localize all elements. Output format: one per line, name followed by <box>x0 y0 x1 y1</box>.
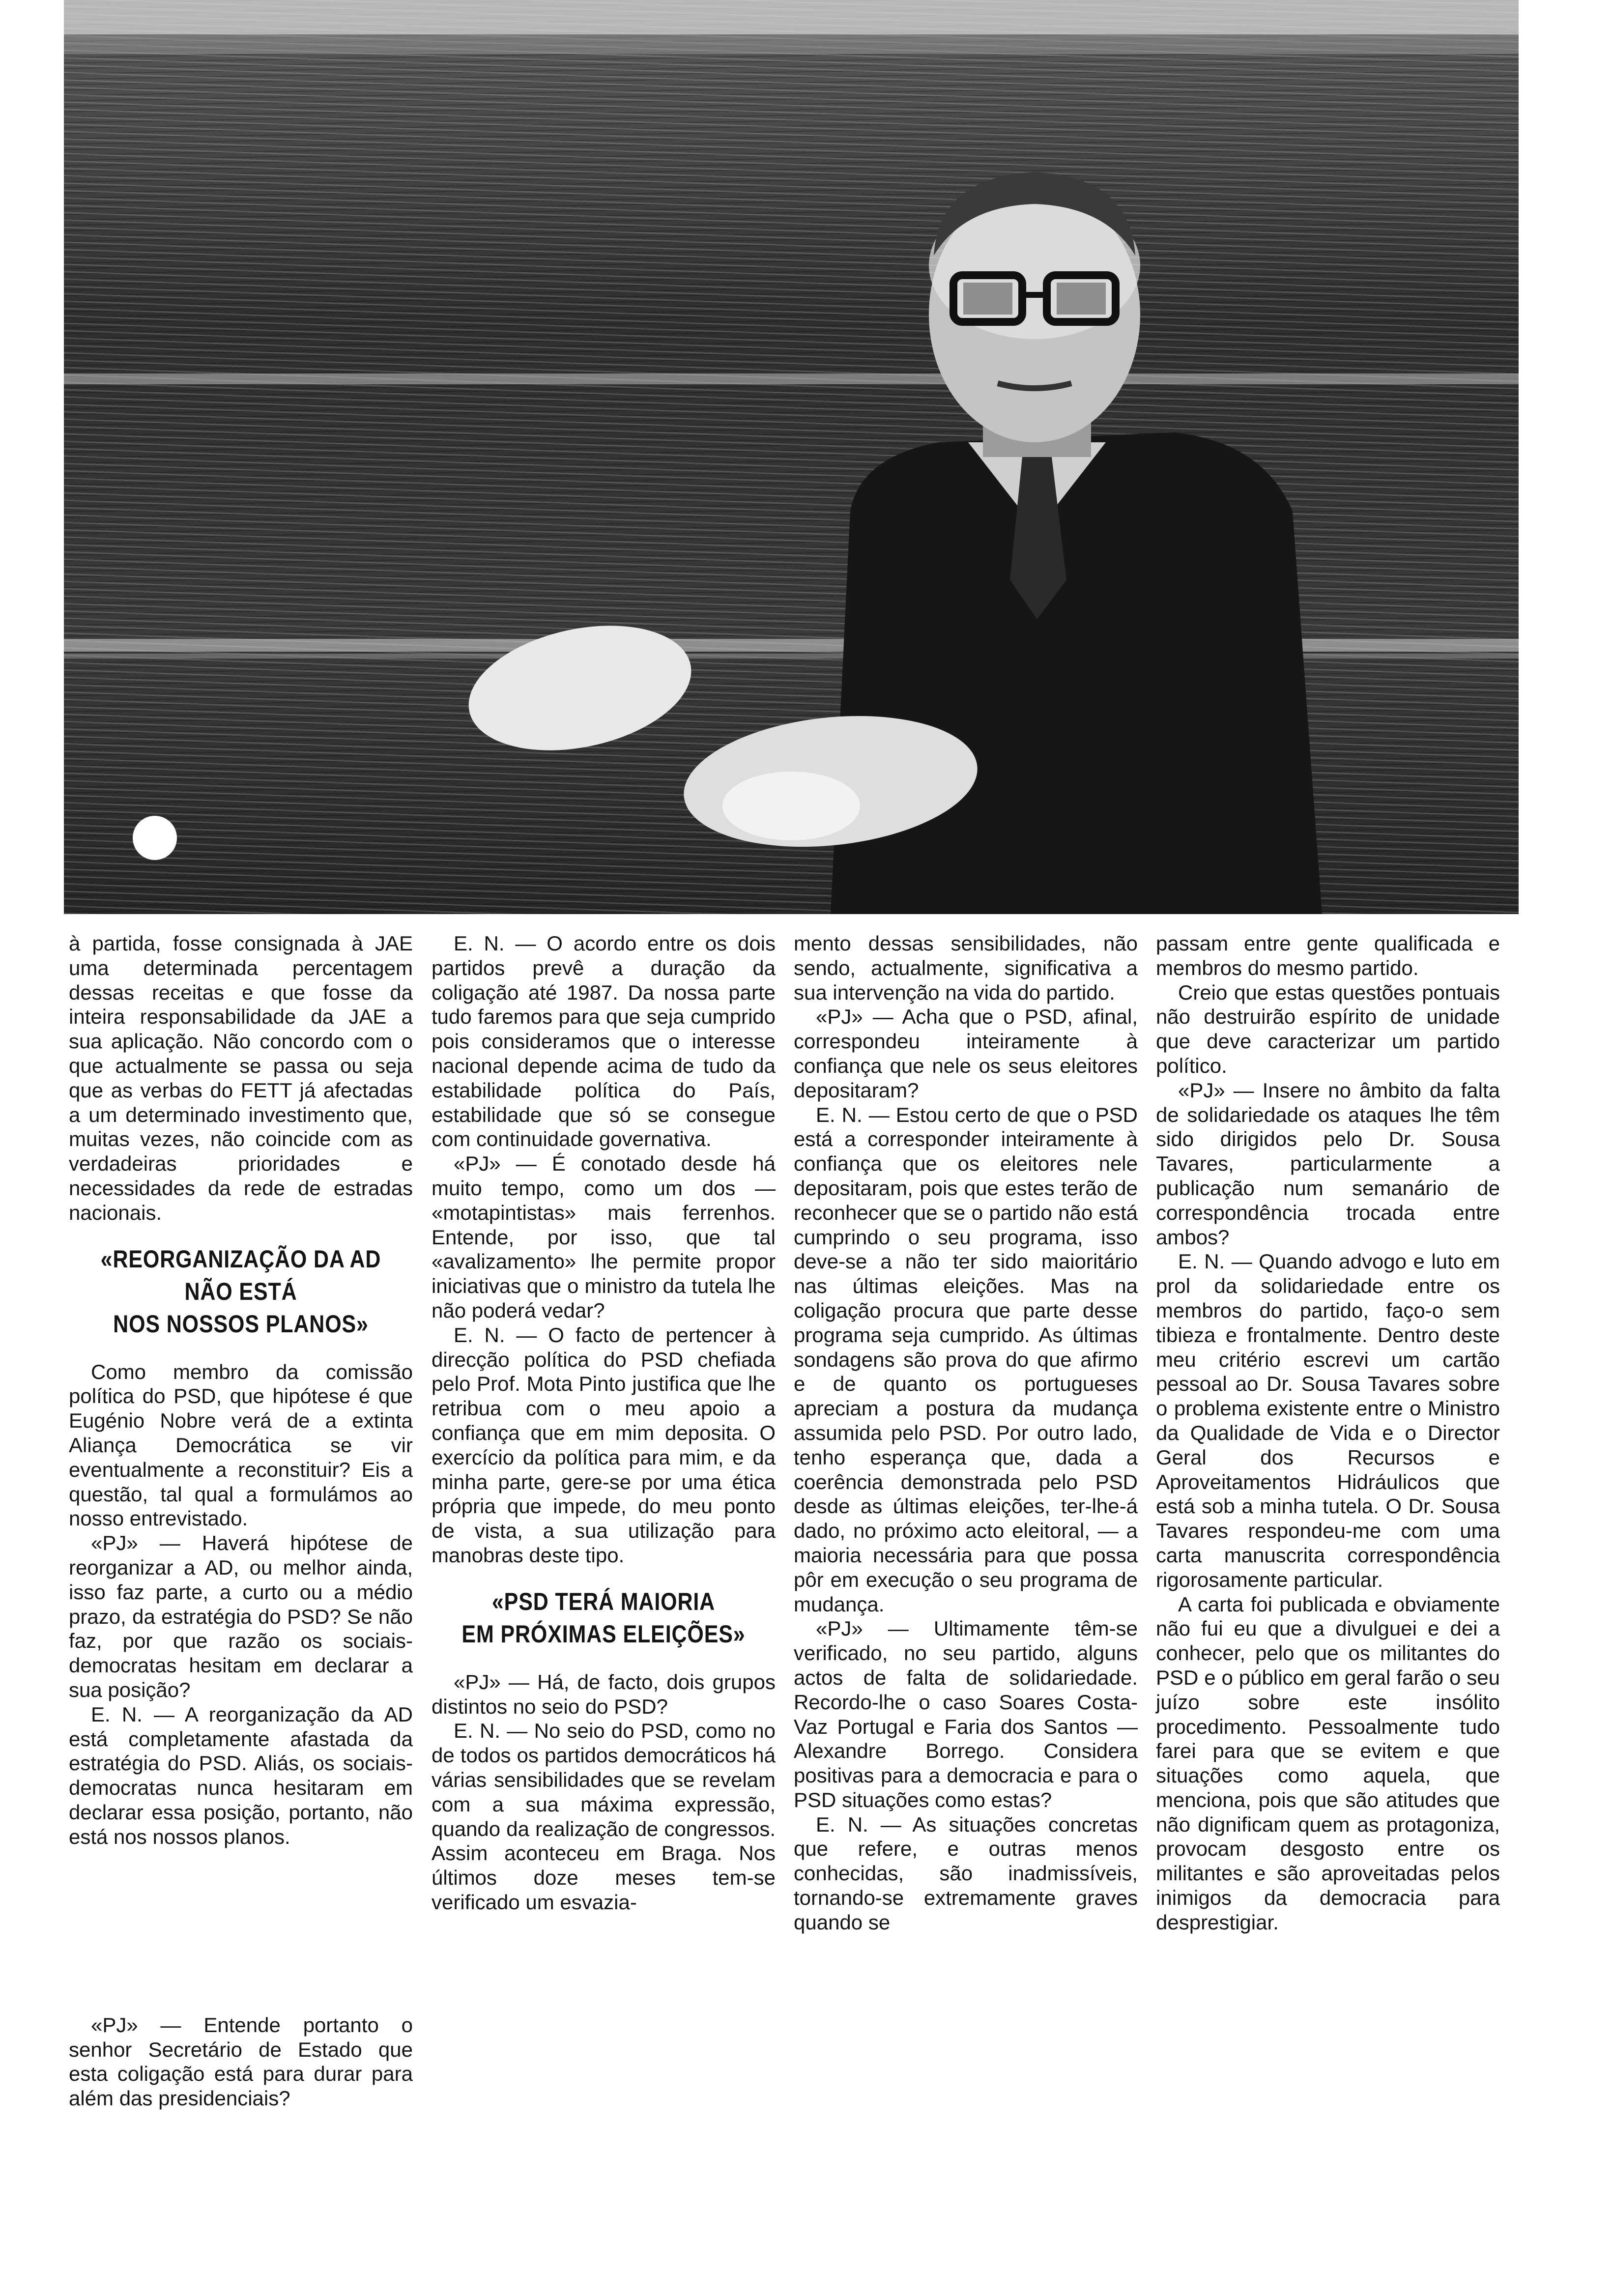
section-heading-1: «REORGANIZAÇÃO DA AD NÃO ESTÁ NOS NOSSOS PLANOS» <box>100 1245 381 1338</box>
paragraph: E. N. — O facto de pertencer à direcção política do PSD chefiada pelo Prof. Mota Pinto justifica que lhe retribua com o meu apoio a confiança que em mim deposita. O exercício da política para mim, e da minha parte, gere-se por uma ética própria que impede, do meu ponto de vista, a sua utilização para manobras deste tipo. <box>432 1323 776 1567</box>
paragraph: E. N. — No seio do PSD, como no de todos os partidos democráticos há várias sensibilidades que se revelam com a sua máxima expressão, quando da realização de congressos. Assim aconteceu em Braga. Nos últimos doze meses tem-se verificado um esvazia- <box>432 1719 776 1914</box>
paragraph: E. N. — O acordo entre os dois partidos prevê a duração da coligação até 1987. Da nossa parte tudo faremos para que seja cumprido pois consideramos que o interesse nacional depende acima de tudo da estabilidade política do País, estabilidade que só se consegue com continuidade governativa. <box>432 932 776 1151</box>
paragraph: E. N. — Estou certo de que o PSD está a corresponder inteiramente à confiança que os eleitores nele depositaram, pois que estes terão de reconhecer que se o partido não está cumprindo o seu programa, isso deve-se a não ter sido maioritário nas últimas eleições. Mas na coligação procura que parte desse programa seja cumprido. As últimas sondagens são prova do que afirmo e de quanto os portugueses apreciam a postura da mudança assumida pelo PSD. Por outro lado, tenho esperança que, dada a coerência demonstrada pelo PSD desde as últimas eleições, ter-lhe-á dado, no próximo acto eleitoral, — a maioria necessária para que possa pôr em execução o seu programa de mudança. <box>794 1103 1138 1616</box>
photo-portrait <box>64 0 1519 914</box>
paragraph: «PJ» — Insere no âmbito da falta de solidariedade os ataques lhe têm sido dirigidos pelo Dr. Sousa Tavares, particularmente a publicação num semanário de correspondência trocada entre ambos? <box>1156 1078 1500 1249</box>
section-heading-2: «PSD TERÁ MAIORIA EM PRÓXIMAS ELEIÇÕES» <box>461 1587 746 1648</box>
article-column-2 <box>432 931 776 2160</box>
paragraph: «PJ» — Ultimamente têm-se verificado, no seu partido, alguns actos de falta de solidariedade. Recordo-lhe o caso Soares Costa-Vaz Portugal e Faria dos Santos — Alexandre Borrego. Considera positivas para a democracia e para o PSD situações como estas? <box>794 1617 1138 1811</box>
paragraph: E. N. — A reorganização da AD está completamente afastada da estratégia do PSD. Aliás, os sociais-democratas nunca hesitaram em declarar essa posição, portanto, não está nos nossos planos. <box>69 1702 413 1848</box>
paragraph: Como membro da comissão política do PSD, que hipótese é que Eugénio Nobre verá de a extinta Aliança Democrática se vir eventualmente a reconstituir? Eis a questão, tal qual a formulámos ao nosso entrevistado. <box>69 1360 413 1530</box>
article-column-1 <box>69 931 413 2111</box>
paragraph: «PJ» — Entende portanto o senhor Secretário de Estado que esta coligação está para durar para além das presidenciais? <box>69 2013 413 2110</box>
portrait-figure <box>64 0 1519 914</box>
article-column-4 <box>1156 931 1500 2160</box>
paragraph: passam entre gente qualificada e membros do mesmo partido. <box>1156 932 1500 979</box>
paragraph: mento dessas sensibilidades, não sendo, actualmente, significativa a sua intervenção na vida do partido. <box>794 932 1138 1004</box>
paragraph: «PJ» — É conotado desde há muito tempo, como um dos — «motapintistas» mais ferrenhos. Entende, por isso, que tal «avalizamento» lhe permite propor iniciativas que o ministro da tutela lhe não poderá vedar? <box>432 1152 776 1322</box>
punch-hole <box>133 816 177 860</box>
paragraph: «PJ» — Há, de facto, dois grupos distintos no seio do PSD? <box>432 1670 776 1718</box>
paragraph: A carta foi publicada e obviamente não fui eu que a divulguei e dei a conhecer, pelo que os militantes do PSD e o público em geral farão o seu juízo sobre este insólito procedimento. Pessoalmente tudo farei para que se evitem e que situações como aquela, que menciona, pois que são atitudes que não dignificam quem as protagoniza, provocam desgosto entre os militantes e são aproveitadas pelos inimigos da democracia para desprestigiar. <box>1156 1592 1500 1934</box>
article-column-3 <box>794 931 1138 2160</box>
paragraph: à partida, fosse consignada à JAE uma determinada percentagem dessas receitas e que fosse da inteira responsabilidade da JAE a sua aplicação. Não concordo com o que actualmente se passa ou seja que as verbas do FETT já afectadas a um determinado investimento que, muitas vezes, não coincide com as verdadeiras prioridades e necessidades da rede de estradas nacionais. <box>69 932 413 1224</box>
paragraph: «PJ» — Acha que o PSD, afinal, correspondeu inteiramente à confiança que nele os seus eleitores depositaram? <box>794 1005 1138 1102</box>
paragraph: E. N. — Quando advogo e luto em prol da solidariedade entre os membros do partido, faço-o sem tibieza e frontalmente. Dentro deste meu critério escrevi um cartão pessoal ao Dr. Sousa Tavares sobre o problema existente entre o Ministro da Qualidade de Vida e o Director Geral dos Recursos e Aproveitamentos Hidráulicos que está sob a minha tutela. O Dr. Sousa Tavares respondeu-me com uma carta manuscrita correspondência rigorosamente particular. <box>1156 1250 1500 1591</box>
paragraph: «PJ» — Haverá hipótese de reorganizar a AD, ou melhor ainda, isso faz parte, a curto ou a médio prazo, da estratégia do PSD? Se não faz, por que razão os sociais-democratas hesitam em declarar a sua posição? <box>69 1531 413 1701</box>
paragraph: E. N. — As situações concretas que refere, e outras menos conhecidas, são inadmissíveis, tornando-se extremamente graves quando se <box>794 1812 1138 1934</box>
paragraph: Creio que estas questões pontuais não destruirão espírito de unidade que deve caracterizar um partido político. <box>1156 980 1500 1077</box>
